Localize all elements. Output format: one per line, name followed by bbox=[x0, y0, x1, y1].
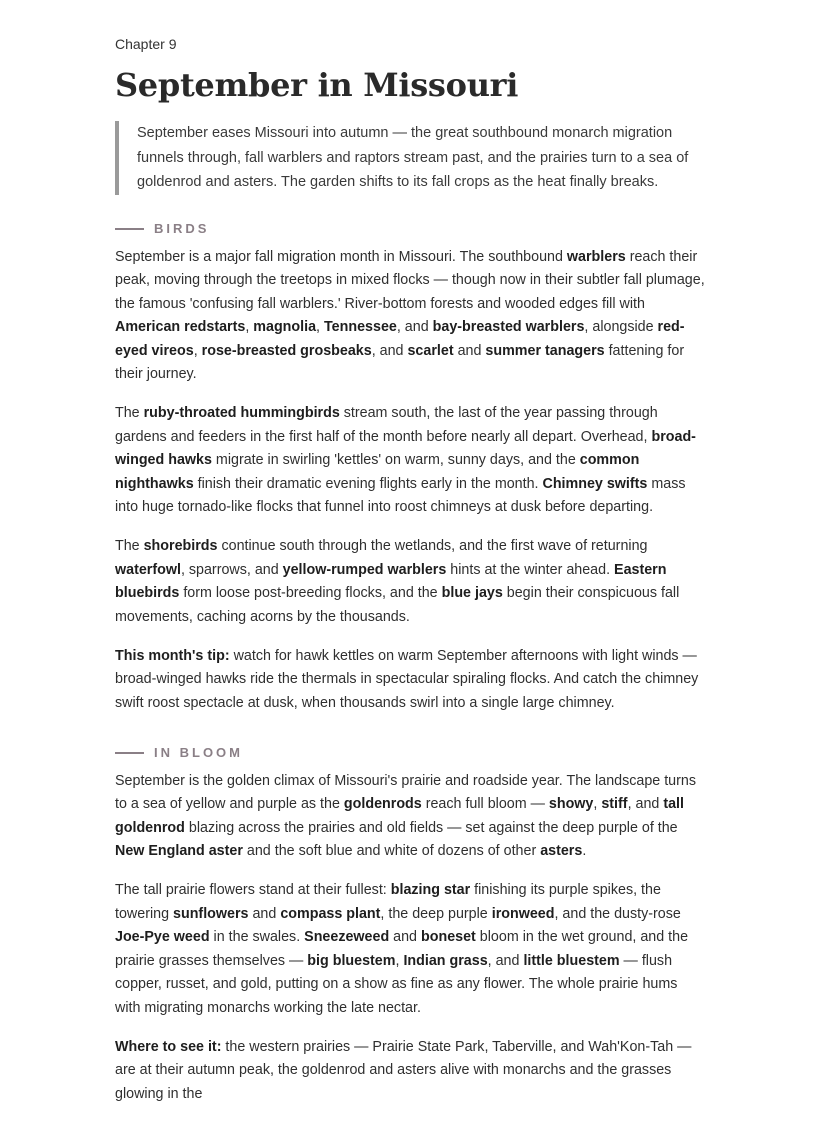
text-run: , and bbox=[487, 952, 524, 969]
chapter-content bbox=[115, 36, 705, 1122]
section-gap bbox=[115, 731, 705, 745]
intro-blockquote: September eases Missouri into autumn — the great southbound monarch migration funnels through, fall warblers and raptors stream past, and the prairies turn to a sea of goldenrod and asters. The garden shifts to its fall crops as the heat finally breaks. bbox=[115, 121, 705, 195]
text-run: the western prairies — Prairie State Park, Taberville, and Wah'Kon-Tah — are at their autumn peak, the goldenrod and asters alive with monarchs and the grasses glowing in the bbox=[115, 1038, 692, 1102]
bold-term: stiff bbox=[601, 796, 628, 812]
body-paragraph bbox=[115, 246, 705, 387]
bold-term: warblers bbox=[566, 248, 626, 265]
bold-term: showy bbox=[548, 796, 594, 812]
bold-term: Eastern bluebirds bbox=[115, 561, 667, 601]
bold-term: Indian grass bbox=[403, 952, 488, 969]
text-run: blazing across the prairies and old fields — set against the deep purple of the bbox=[184, 819, 678, 836]
bold-term: rose-breasted grosbeaks bbox=[201, 342, 372, 359]
bold-term: Sneezeweed bbox=[304, 929, 390, 945]
bold-term: boneset bbox=[421, 929, 476, 945]
text-run: watch for hawk kettles on warm September afternoons with light winds — broad-winged hawks ride the thermals in spectacular spiraling flocks. And catch the chimney swift roost spectacle at dusk, when thousands swirl into a single large chimney. bbox=[115, 647, 699, 711]
text-run: fattening for their journey. bbox=[115, 342, 685, 382]
bold-term: sunflowers bbox=[173, 905, 249, 922]
text-run: reach full bloom — bbox=[421, 796, 549, 812]
section-rule bbox=[115, 752, 144, 754]
text-run: The tall prairie flowers stand at their fullest: bbox=[115, 882, 391, 898]
text-run: , bbox=[593, 796, 602, 812]
bold-term: New England aster bbox=[115, 843, 243, 859]
text-run: migrate in swirling 'kettles' on warm, sunny days, and the bbox=[211, 452, 580, 468]
body-paragraph bbox=[115, 535, 705, 629]
bold-term: ironweed bbox=[491, 905, 555, 922]
text-run: reach their peak, moving through the treetops in mixed flocks — though now in their subtler fall plumage, the famous 'confusing fall warblers.' River-bottom forests and wooded edges fill with bbox=[115, 248, 705, 312]
text-run: begin their conspicuous fall movements, caching acorns by the thousands. bbox=[115, 585, 680, 625]
bold-term: Tennessee bbox=[324, 319, 397, 335]
text-run: , alongside bbox=[584, 319, 658, 335]
text-run: The bbox=[115, 405, 144, 421]
text-run: hints at the winter ahead. bbox=[446, 561, 615, 578]
section-heading bbox=[115, 221, 705, 237]
text-run: , and the dusty-rose bbox=[554, 905, 681, 922]
bold-term: shorebirds bbox=[143, 538, 218, 554]
text-run: bloom in the wet ground, and the prairie grasses themselves — bbox=[115, 929, 689, 969]
text-run: . bbox=[582, 843, 587, 859]
text-run: finish their dramatic evening flights early in the month. bbox=[193, 475, 543, 492]
text-run: stream south, the last of the year passing through gardens and feeders in the first half of the month before nearly all depart. Overhead, bbox=[115, 405, 658, 445]
text-run: form loose post-breeding flocks, and the bbox=[179, 585, 442, 601]
body-paragraph bbox=[115, 402, 705, 520]
bold-term: American redstarts bbox=[115, 319, 246, 335]
section-rule bbox=[115, 228, 144, 230]
text-run: and bbox=[453, 342, 486, 359]
bold-term: big bluestem bbox=[307, 952, 396, 969]
text-run: , and bbox=[371, 342, 408, 359]
text-run: in the swales. bbox=[209, 929, 305, 945]
bold-term: tall goldenrod bbox=[115, 796, 685, 836]
text-run: September is the golden climax of Missouri's prairie and roadside year. The landscape turns to a sea of yellow and purple as the bbox=[115, 772, 696, 812]
bold-term: little bluestem bbox=[523, 952, 620, 969]
body-paragraph bbox=[115, 645, 705, 716]
bold-term: compass plant bbox=[280, 905, 381, 922]
bold-term: Chimney swifts bbox=[542, 475, 648, 492]
sections-container bbox=[115, 221, 705, 1107]
text-run: — flush copper, russet, and gold, putting on a show as fine as any flower. The whole prairie hums with migrating monarchs working the late nectar. bbox=[115, 952, 678, 1016]
text-run: and bbox=[389, 929, 421, 945]
bold-term: magnolia bbox=[253, 319, 317, 335]
bold-term: goldenrods bbox=[343, 796, 422, 812]
bold-term: common nighthawks bbox=[115, 452, 640, 492]
bold-term: bay-breasted warblers bbox=[432, 319, 585, 335]
text-run: continue south through the wetlands, and the first wave of returning bbox=[217, 538, 648, 554]
section-heading bbox=[115, 745, 705, 761]
body-paragraph bbox=[115, 770, 705, 864]
text-run: , sparrows, and bbox=[180, 561, 283, 578]
body-paragraph bbox=[115, 1036, 705, 1107]
bold-term: scarlet bbox=[407, 342, 454, 359]
text-run: The bbox=[115, 538, 144, 554]
body-paragraph bbox=[115, 879, 705, 1020]
bold-term: blazing star bbox=[390, 882, 471, 898]
bold-term: Joe-Pye weed bbox=[115, 929, 210, 945]
text-run: , and bbox=[627, 796, 664, 812]
chapter-label: Chapter 9 bbox=[115, 36, 177, 52]
bold-term: asters bbox=[540, 843, 583, 859]
text-run: , bbox=[316, 319, 324, 335]
text-run: finishing its purple spikes, the towering bbox=[115, 882, 661, 922]
text-run: , bbox=[193, 342, 202, 359]
bold-term: red-eyed vireos bbox=[115, 319, 685, 359]
section-heading-label: BIRDS bbox=[154, 221, 210, 236]
bold-term: broad-winged hawks bbox=[115, 428, 696, 468]
text-run: , and bbox=[396, 319, 433, 335]
bold-term: Where to see it: bbox=[115, 1038, 222, 1055]
text-run: , bbox=[245, 319, 254, 335]
text-run: and bbox=[248, 905, 281, 922]
text-run: mass into huge tornado-like flocks that funnel into roost chimneys at dusk before departing. bbox=[115, 475, 686, 515]
page-title: September in Missouri bbox=[115, 66, 519, 104]
bold-term: summer tanagers bbox=[485, 342, 605, 359]
bold-term: waterfowl bbox=[115, 561, 181, 578]
bold-term: ruby-throated hummingbirds bbox=[143, 405, 340, 421]
text-run: , bbox=[395, 952, 404, 969]
text-run: September is a major fall migration month in Missouri. The southbound bbox=[115, 248, 567, 265]
bold-term: yellow-rumped warblers bbox=[282, 561, 447, 578]
section-heading-label: IN BLOOM bbox=[154, 745, 243, 760]
bold-term: This month's tip: bbox=[115, 647, 230, 664]
text-run: and the soft blue and white of dozens of other bbox=[242, 843, 541, 859]
text-run: , the deep purple bbox=[380, 905, 492, 922]
bold-term: blue jays bbox=[441, 585, 503, 601]
